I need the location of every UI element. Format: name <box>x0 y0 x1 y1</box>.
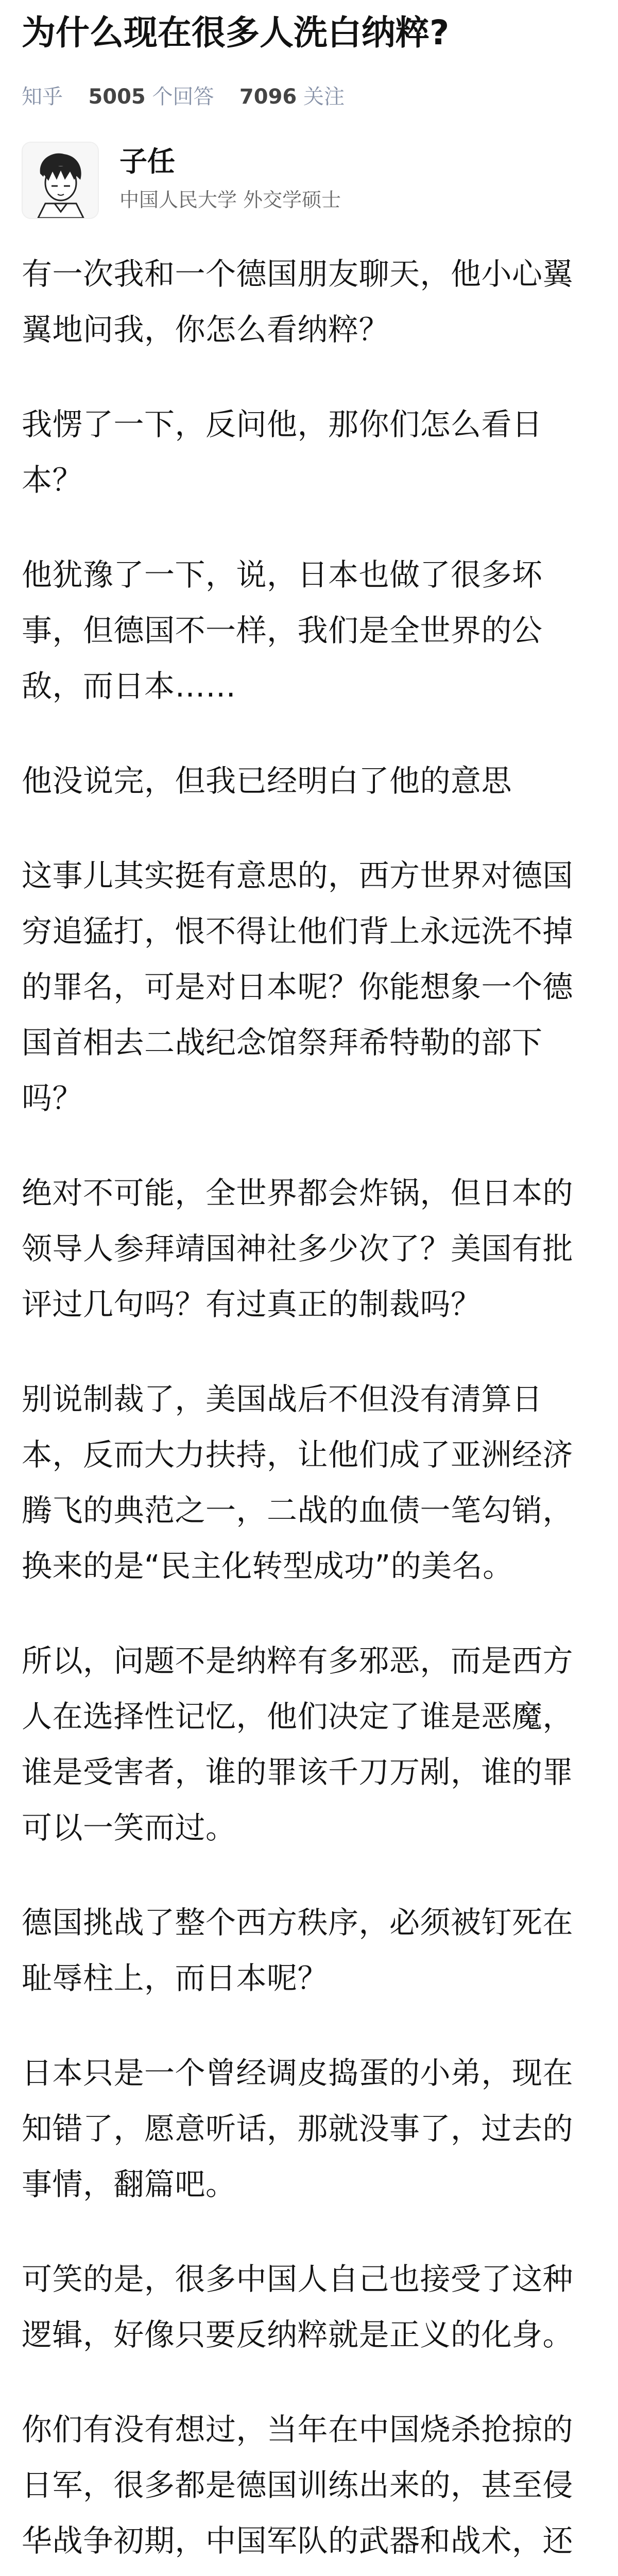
site-label[interactable]: 知乎 <box>22 85 63 109</box>
answer-count-suffix: 个回答 <box>152 85 214 109</box>
answer-paragraph: 日本只是一个曾经调皮捣蛋的小弟，现在知错了，愿意听话，那就没事了，过去的事情，翻篇吧。 <box>22 2055 574 2202</box>
answer-paragraph: 所以，问题不是纳粹有多邪恶，而是西方人在选择性记忆，他们决定了谁是恶魔，谁是受害者，谁的罪该千刀万剐，谁的罪可以一笑而过。 <box>22 1643 574 1845</box>
follower-count-suffix: 关注 <box>303 85 345 109</box>
answer-paragraph: 有一次我和一个德国朋友聊天，他小心翼翼地问我，你怎么看纳粹？ <box>22 256 574 347</box>
avatar-illustration-icon <box>23 143 98 218</box>
answer-paragraph: 德国挑战了整个西方秩序，必须被钉死在耻辱柱上，而日本呢？ <box>22 1905 574 1996</box>
answer-count: 5005 <box>88 85 146 109</box>
follower-count: 7096 <box>239 85 297 109</box>
author-name[interactable]: 子任 <box>119 145 175 178</box>
answer-paragraph: 我愣了一下，反问他，那你们怎么看日本？ <box>22 406 543 498</box>
answer-content <box>22 246 596 2576</box>
author-bio: 中国人民大学 外交学硕士 <box>119 189 341 211</box>
question-title[interactable]: 为什么现在很多人洗白纳粹? <box>22 13 450 53</box>
answer-paragraph: 他犹豫了一下，说，日本也做了很多坏事，但德国不一样，我们是全世界的公敌，而日本…… <box>22 557 543 704</box>
answer-paragraph: 他没说完，但我已经明白了他的意思 <box>22 763 512 799</box>
question-meta <box>22 82 345 111</box>
answer-paragraph: 这事儿其实挺有意思的，西方世界对德国穷追猛打，恨不得让他们背上永远洗不掉的罪名，可是对日本呢？你能想象一个德国首相去二战纪念馆祭拜希特勒的部下吗？ <box>22 858 574 1116</box>
answer-paragraph: 绝对不可能，全世界都会炸锅，但日本的领导人参拜靖国神社多少次了？美国有批评过几句吗？有过真正的制裁吗？ <box>22 1175 574 1322</box>
answer-paragraph: 别说制裁了，美国战后不但没有清算日本，反而大力扶持，让他们成了亚洲经济腾飞的典范之一，二战的血债一笔勾销，换来的是“民主化转型成功”的美名。 <box>22 1381 574 1584</box>
avatar[interactable] <box>22 142 99 219</box>
answer-paragraph: 可笑的是，很多中国人自己也接受了这种逻辑，好像只要反纳粹就是正义的化身。 <box>22 2261 574 2352</box>
author-info <box>22 137 598 224</box>
answer-paragraph: 你们有没有想过，当年在中国烧杀抢掠的日军，很多都是德国训练出来的，甚至侵华战争初期，中国军队的武器和战术，还 <box>22 2412 574 2558</box>
